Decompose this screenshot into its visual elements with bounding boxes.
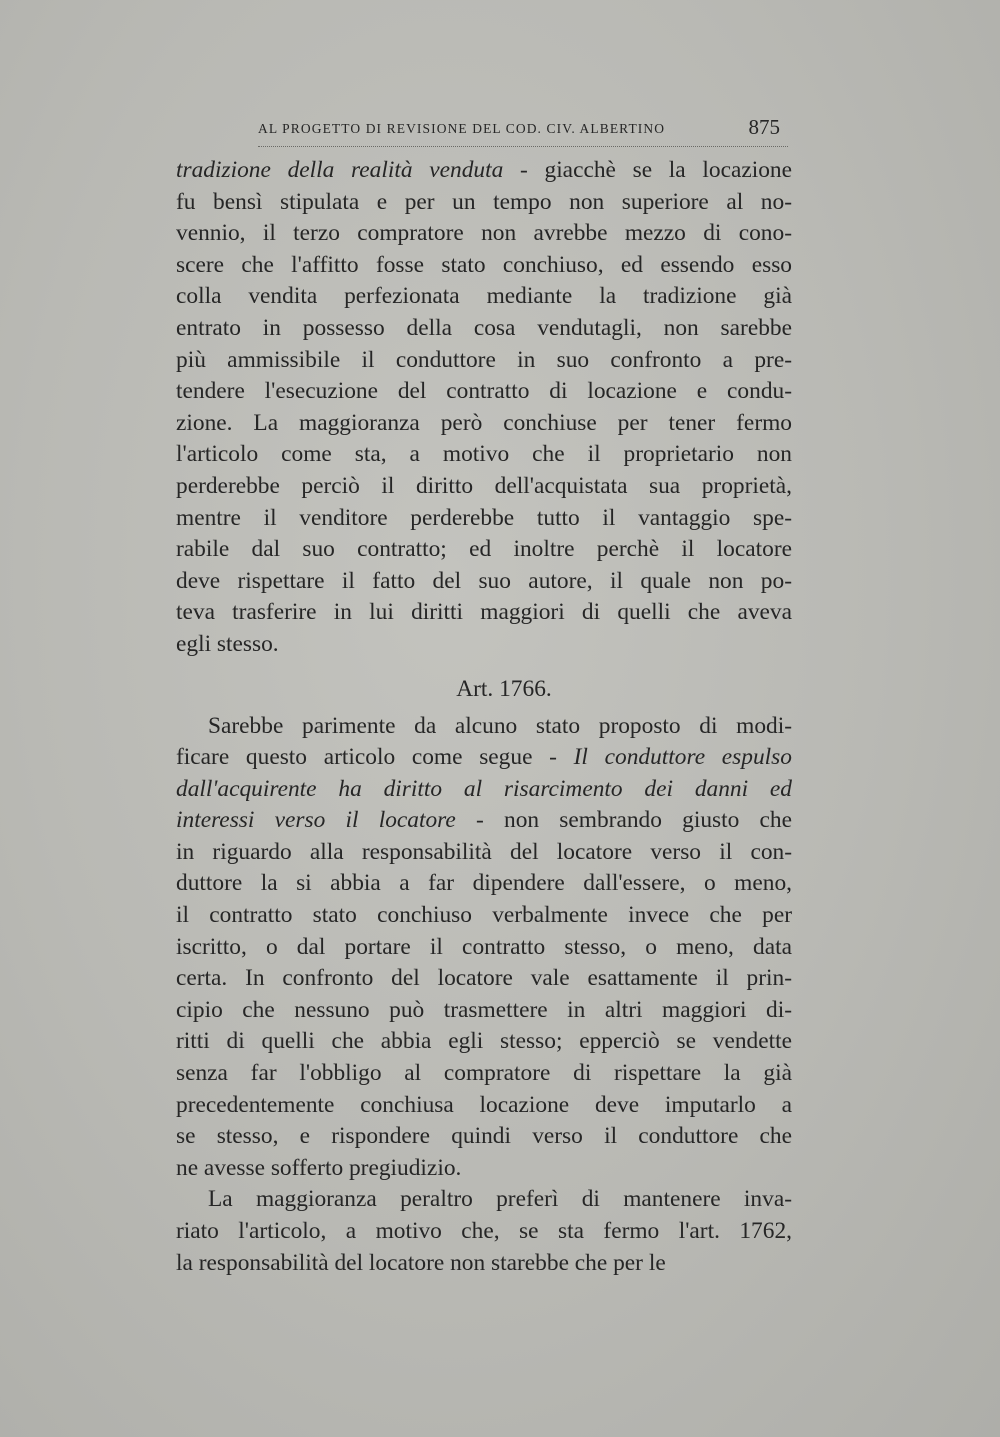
text-line	[176, 1026, 792, 1058]
text-span: entrato in possesso della cosa vendutagli, non sarebbe	[176, 314, 792, 341]
text-span: - non sembrando giusto che	[455, 807, 792, 834]
text-span: iscritto, o dal portare il contratto stesso, o meno, data	[176, 933, 792, 960]
text-span: Sarebbe parimente da alcuno stato proposto di modi-	[208, 712, 792, 739]
text-line	[176, 1058, 792, 1090]
header-rule	[258, 146, 788, 147]
text-line	[176, 313, 792, 345]
body-text	[176, 155, 792, 1279]
text-line	[176, 345, 792, 377]
paragraph-2	[176, 711, 792, 1185]
text-span: l'articolo come sta, a motivo che il proprietario non	[176, 441, 792, 468]
text-span: colla vendita perfezionata mediante la tradizione già	[176, 283, 792, 310]
text-span: scere che l'affitto fosse stato conchiuso, ed essendo esso	[176, 251, 792, 278]
text-span: cipio che nessuno può trasmettere in altri maggiori di-	[176, 996, 792, 1023]
text-span: ritti di quelli che abbia egli stesso; epperciò se vendette	[176, 1028, 792, 1055]
text-line	[176, 187, 792, 219]
text-line	[176, 597, 792, 629]
text-line	[176, 471, 792, 503]
text-line	[176, 155, 792, 187]
text-line	[176, 376, 792, 408]
text-line	[176, 995, 792, 1027]
text-span: più ammissibile il conduttore in suo confronto a pre-	[176, 346, 792, 373]
text-line	[176, 629, 792, 661]
text-span: La maggioranza peraltro preferì di mantenere inva-	[208, 1186, 792, 1213]
text-span: fu bensì stipulata e per un tempo non superiore al no-	[176, 188, 792, 215]
text-line	[176, 963, 792, 995]
paragraph-3	[176, 1184, 792, 1279]
text-line	[176, 281, 792, 313]
italic-span: dall'acquirente ha diritto al risarcimento dei danni ed	[176, 775, 792, 802]
text-line	[176, 1121, 792, 1153]
text-line	[176, 900, 792, 932]
text-span: certa. In confronto del locatore vale esattamente il prin-	[176, 965, 792, 992]
text-line	[176, 837, 792, 869]
page-header	[258, 115, 794, 145]
text-span: senza far l'obbligo al compratore di rispettare la già	[176, 1060, 792, 1087]
text-span: il contratto stato conchiuso verbalmente invece che per	[176, 902, 792, 929]
paragraph-1	[176, 155, 792, 661]
text-span: zione. La maggioranza però conchiuse per tener fermo	[176, 409, 792, 436]
text-span: ne avesse sofferto pregiudizio.	[176, 1154, 462, 1181]
text-line	[176, 566, 792, 598]
text-line	[176, 1090, 792, 1122]
text-span: in riguardo alla responsabilità del locatore verso il con-	[176, 838, 792, 865]
text-span: teva trasferire in lui diritti maggiori di quelli che aveva	[176, 599, 792, 626]
text-line	[176, 218, 792, 250]
text-span: duttore la si abbia a far dipendere dall'essere, o meno,	[176, 870, 792, 897]
text-line	[176, 711, 792, 743]
text-span: tendere l'esecuzione del contratto di locazione e condu-	[176, 378, 792, 405]
text-span: - giacchè se la locazione	[503, 157, 792, 183]
text-line	[176, 250, 792, 282]
text-line	[176, 774, 792, 806]
text-span: rabile dal suo contratto; ed inoltre perchè il locatore	[176, 536, 792, 563]
text-line	[176, 868, 792, 900]
text-line	[176, 932, 792, 964]
text-span: perderebbe perciò il diritto dell'acquistata sua proprietà,	[176, 472, 792, 499]
text-span: vennio, il terzo compratore non avrebbe mezzo di cono-	[176, 220, 792, 247]
running-title: AL PROGETTO DI REVISIONE DEL COD. CIV. ALBERTINO	[258, 121, 666, 136]
text-span: precedentemente conchiusa locazione deve imputarlo a	[176, 1091, 792, 1118]
italic-span: Il conduttore espulso	[573, 744, 792, 771]
text-line	[176, 1184, 792, 1216]
text-span: egli stesso.	[176, 630, 279, 657]
text-line	[176, 742, 792, 774]
text-line	[176, 1248, 792, 1280]
text-line	[176, 408, 792, 440]
text-span: se stesso, e rispondere quindi verso il conduttore che	[176, 1123, 792, 1150]
text-line	[176, 503, 792, 535]
text-line	[176, 1216, 792, 1248]
text-line	[176, 1153, 792, 1185]
italic-span: interessi verso il locatore	[176, 807, 456, 834]
article-heading: Art. 1766.	[456, 675, 552, 702]
text-span: ficare questo articolo come segue -	[176, 744, 574, 771]
text-span: la responsabilità del locatore non starebbe che per le	[176, 1249, 666, 1276]
text-line	[176, 805, 792, 837]
italic-span: tradizione della realità venduta	[176, 157, 504, 183]
page-number: 875	[748, 115, 780, 139]
text-span: mentre il venditore perderebbe tutto il vantaggio spe-	[176, 504, 792, 531]
text-span: riato l'articolo, a motivo che, se sta fermo l'art. 1762,	[176, 1218, 792, 1244]
text-line	[176, 439, 792, 471]
text-line	[176, 534, 792, 566]
text-span: deve rispettare il fatto del suo autore, il quale non po-	[176, 567, 792, 594]
